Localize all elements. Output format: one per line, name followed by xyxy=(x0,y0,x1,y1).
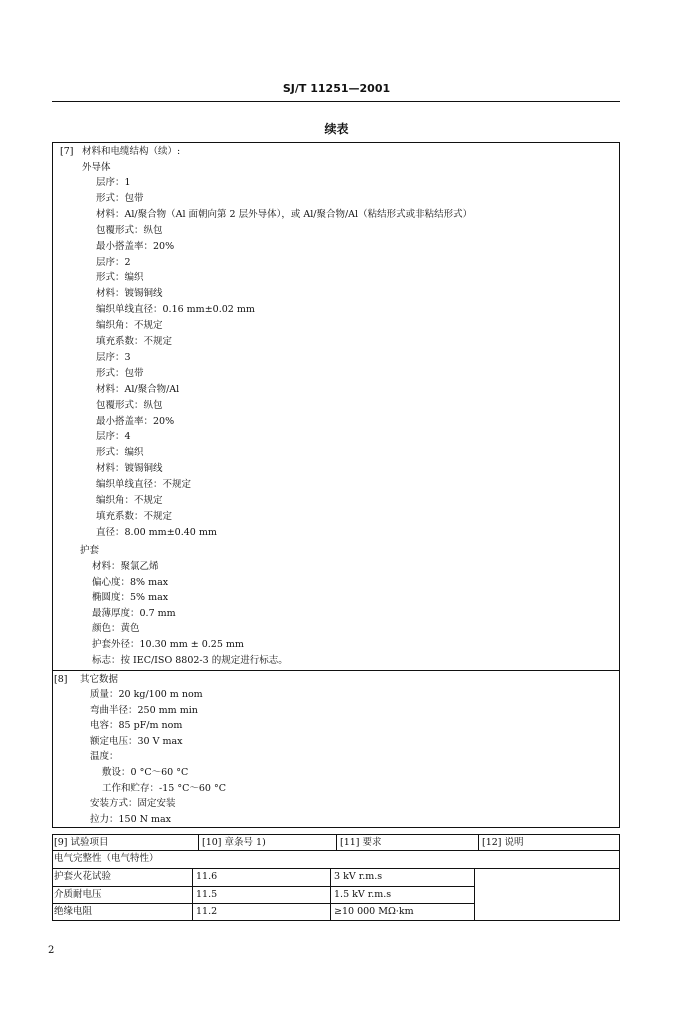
table-row-requirement: 1.5 kV r.m.s xyxy=(334,889,392,900)
spec-line: 最小搭盖率：20% xyxy=(96,415,175,427)
spec-line: 层序：3 xyxy=(96,351,131,363)
table-header-clause: [10] 章条号 1) xyxy=(202,837,266,848)
section8-number: [8] xyxy=(54,674,68,685)
spec-line: 安装方式：固定安装 xyxy=(90,798,176,810)
spec-line: 层序：4 xyxy=(96,431,131,443)
spec-line: 温度： xyxy=(90,751,119,763)
spec-line: 包覆形式：纵包 xyxy=(96,224,163,236)
spec-line: 填充系数：不规定 xyxy=(96,336,173,347)
table-col-divider-3 xyxy=(478,834,479,850)
spec-line: 质量：20 kg/100 m nom xyxy=(90,689,203,700)
table-col-divider-1b xyxy=(192,868,193,921)
table-row-requirement: ≥10 000 MΩ·km xyxy=(334,906,414,917)
spec-line: 电容：85 pF/m nom xyxy=(90,720,183,732)
spec-line: 最薄厚度：0.7 mm xyxy=(92,607,176,619)
table-header-remarks: [12] 说明 xyxy=(482,837,524,848)
section7-number: [7] xyxy=(60,146,74,157)
outer-conductor-label: 外导体 xyxy=(82,162,111,173)
table-group-row: 电气完整性（电气特性） xyxy=(54,853,159,864)
section8-title: 其它数据 xyxy=(80,674,119,685)
spec-line: 直径：8.00 mm±0.40 mm xyxy=(96,526,217,538)
spec-line: 包覆形式：纵包 xyxy=(96,399,163,411)
section7-title: 材料和电缆结构（续）: xyxy=(82,146,181,157)
spec-line: 编织单线直径：0.16 mm±0.02 mm xyxy=(96,304,255,316)
spec-line: 最小搭盖率：20% xyxy=(96,240,175,252)
jacket-label: 护套 xyxy=(80,545,100,556)
spec-line: 编织角：不规定 xyxy=(96,320,163,332)
spec-line: 编织角：不规定 xyxy=(96,495,163,506)
spec-line: 材料：Al/聚合物（Al 面朝向第 2 层外导体），或 Al/聚合物/Al（粘结形式或非粘结形式） xyxy=(96,208,473,220)
spec-line: 颜色：黄色 xyxy=(92,623,140,635)
spec-line: 形式：包带 xyxy=(96,367,144,379)
standard-code-header: SJ/T 11251—2001 xyxy=(282,82,391,95)
table-group-rule xyxy=(52,868,620,869)
spec-line: 材料：Al/聚合物/Al xyxy=(96,383,180,395)
spec-line: 层序：1 xyxy=(96,177,131,188)
table-col-divider-2b xyxy=(330,868,331,921)
table-row-clause: 11.2 xyxy=(196,906,218,917)
spec-line: 材料：聚氯乙烯 xyxy=(92,561,159,572)
spec-line: 护套外径：10.30 mm ± 0.25 mm xyxy=(92,639,244,650)
spec-line: 额定电压：30 V max xyxy=(90,735,183,747)
table-row-item: 绝缘电阻 xyxy=(54,906,93,917)
spec-line: 层序：2 xyxy=(96,256,131,268)
header-rule xyxy=(52,101,620,102)
spec-line: 编织单线直径：不规定 xyxy=(96,479,192,491)
temperature-line: 敷设：0 °C～60 °C xyxy=(102,767,189,778)
table-row-clause: 11.5 xyxy=(196,889,218,900)
spec-line: 形式：包带 xyxy=(96,192,144,204)
spec-line: 形式：编织 xyxy=(96,447,144,459)
spec-line: 弯曲半径：250 mm min xyxy=(90,704,198,716)
table-row-requirement: 3 kV r.m.s xyxy=(334,871,383,882)
spec-line: 形式：编织 xyxy=(96,272,144,284)
temperature-line: 工作和贮存：-15 °C～60 °C xyxy=(102,782,226,794)
table-col-divider-3b xyxy=(474,868,475,921)
table-row-rule-1 xyxy=(52,886,474,887)
section-divider xyxy=(52,670,620,671)
spec-line: 材料：镀锡铜线 xyxy=(96,288,163,300)
spec-line: 材料：镀锡铜线 xyxy=(96,463,163,475)
table-col-divider-2 xyxy=(336,834,337,850)
table-row-item: 介质耐电压 xyxy=(54,889,102,900)
table-header-requirement: [11] 要求 xyxy=(340,837,382,848)
spec-line: 偏心度：8% max xyxy=(92,576,169,588)
continued-label: 续表 xyxy=(324,122,349,136)
spec-line: 椭圆度：5% max xyxy=(92,592,169,604)
table-header-rule xyxy=(52,850,620,851)
spec-line: 填充系数：不规定 xyxy=(96,510,173,522)
spec-line: 标志：按 IEC/ISO 8802-3 的规定进行标志。 xyxy=(92,654,288,666)
table-header-test-item: [9] 试验项目 xyxy=(54,837,109,848)
table-col-divider-1 xyxy=(198,834,199,850)
table-row-rule-2 xyxy=(52,903,474,904)
table-row-item: 护套火花试验 xyxy=(54,871,112,882)
page-number: 2 xyxy=(48,945,55,956)
spec-line: 拉力：150 N max xyxy=(90,813,172,825)
table-row-clause: 11.6 xyxy=(196,871,218,882)
